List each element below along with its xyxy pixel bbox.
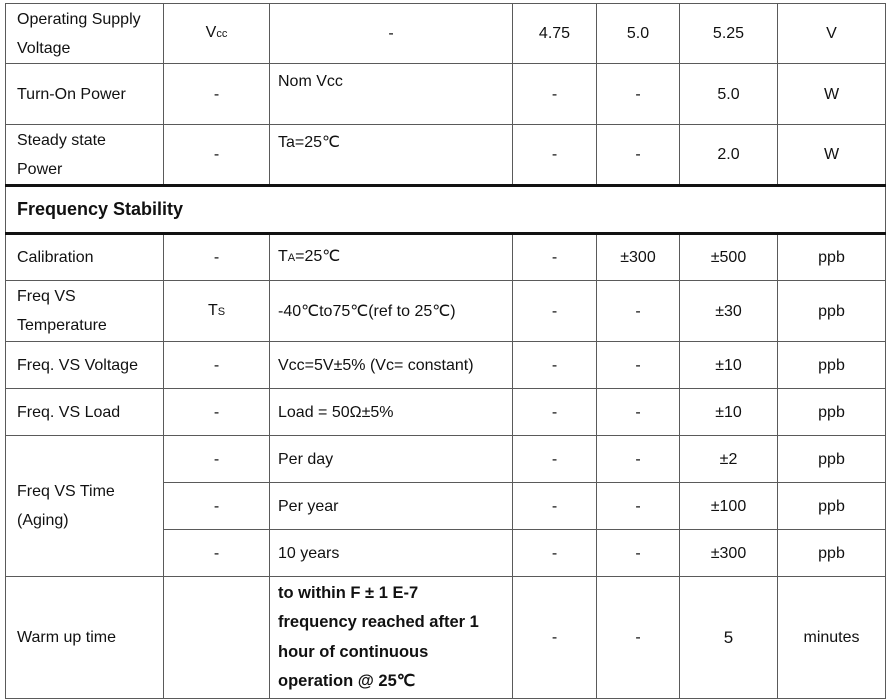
typ-cell: ±300 <box>597 234 680 281</box>
typ-cell: 5.0 <box>597 4 680 64</box>
max-cell: 5.0 <box>680 64 778 125</box>
parameter-cell: Calibration <box>6 234 164 281</box>
typ-cell: - <box>597 389 680 436</box>
max-cell: 5 <box>680 577 778 699</box>
max-cell: ±10 <box>680 389 778 436</box>
condition-cell <box>270 577 513 699</box>
parameter-cell: Freq. VS Load <box>6 389 164 436</box>
symbol-cell: - <box>164 389 270 436</box>
min-cell: - <box>513 234 597 281</box>
parameter-cell: Freq VS Time (Aging) <box>6 436 164 577</box>
condition-cell: Load = 50Ω±5% <box>270 389 513 436</box>
symbol-cell: - <box>164 436 270 483</box>
condition-line: frequency reached after 1 <box>278 613 479 631</box>
min-cell: - <box>513 389 597 436</box>
table-row <box>6 64 886 125</box>
min-cell: 4.75 <box>513 4 597 64</box>
condition-cell: - <box>270 4 513 64</box>
section-title: Frequency Stability <box>6 186 886 234</box>
condition-subscript: A <box>287 252 296 264</box>
condition-line: to within F ± 1 E-7 <box>278 583 419 602</box>
typ-cell: - <box>597 281 680 342</box>
table-row <box>6 125 886 186</box>
condition-line: operation @ 25℃ <box>278 672 416 690</box>
symbol-cell <box>164 281 270 342</box>
typ-cell: - <box>597 64 680 125</box>
min-cell: - <box>513 436 597 483</box>
unit-cell: ppb <box>778 389 886 436</box>
unit-cell: V <box>778 4 886 64</box>
min-cell: - <box>513 577 597 699</box>
unit-cell: ppb <box>778 342 886 389</box>
typ-cell: - <box>597 530 680 577</box>
condition-cell: Ta=25℃ <box>270 125 513 186</box>
max-cell: 5.25 <box>680 4 778 64</box>
min-cell: - <box>513 64 597 125</box>
condition-cell: Nom Vcc <box>270 64 513 125</box>
max-cell: 2.0 <box>680 125 778 186</box>
table-row <box>6 342 886 389</box>
max-cell: ±500 <box>680 234 778 281</box>
min-cell: - <box>513 342 597 389</box>
condition-cell <box>270 234 513 281</box>
unit-cell: ppb <box>778 234 886 281</box>
condition-cell: Per day <box>270 436 513 483</box>
unit-cell: ppb <box>778 436 886 483</box>
typ-cell: - <box>597 483 680 530</box>
condition-rest: =25℃ <box>295 248 341 265</box>
unit-cell: W <box>778 64 886 125</box>
parameter-cell: Operating Supply Voltage <box>6 4 164 64</box>
spec-table <box>5 3 886 699</box>
symbol-cell <box>164 4 270 64</box>
min-cell: - <box>513 281 597 342</box>
condition-main: T <box>278 248 288 265</box>
table-row <box>6 234 886 281</box>
condition-cell: -40℃to75℃(ref to 25℃) <box>270 281 513 342</box>
symbol-cell <box>164 577 270 699</box>
symbol-subscript: cc <box>216 28 228 40</box>
symbol-cell: - <box>164 342 270 389</box>
min-cell: - <box>513 530 597 577</box>
max-cell: ±100 <box>680 483 778 530</box>
table-row <box>6 281 886 342</box>
symbol-subscript: S <box>217 305 226 318</box>
max-cell: ±30 <box>680 281 778 342</box>
table-row <box>6 436 886 483</box>
typ-cell: - <box>597 125 680 186</box>
symbol-cell: - <box>164 483 270 530</box>
condition-line: hour of continuous <box>278 642 429 661</box>
symbol-cell: - <box>164 125 270 186</box>
max-cell: ±300 <box>680 530 778 577</box>
parameter-cell: Steady state Power <box>6 125 164 186</box>
min-cell: - <box>513 483 597 530</box>
symbol-cell: - <box>164 530 270 577</box>
symbol-cell: - <box>164 64 270 125</box>
condition-cell: 10 years <box>270 530 513 577</box>
unit-cell: ppb <box>778 281 886 342</box>
parameter-cell: Warm up time <box>6 577 164 699</box>
unit-cell: W <box>778 125 886 186</box>
parameter-cell: Freq. VS Voltage <box>6 342 164 389</box>
typ-cell: - <box>597 342 680 389</box>
unit-cell: minutes <box>778 577 886 699</box>
parameter-cell: Turn-On Power <box>6 64 164 125</box>
max-cell: ±10 <box>680 342 778 389</box>
table-row <box>6 4 886 64</box>
symbol-cell: - <box>164 234 270 281</box>
max-cell: ±2 <box>680 436 778 483</box>
condition-cell: Vcc=5V±5% (Vc= constant) <box>270 342 513 389</box>
parameter-cell: Freq VS Temperature <box>6 281 164 342</box>
table-row <box>6 577 886 699</box>
table-row <box>6 389 886 436</box>
typ-cell: - <box>597 577 680 699</box>
unit-cell: ppb <box>778 530 886 577</box>
unit-cell: ppb <box>778 483 886 530</box>
typ-cell: - <box>597 436 680 483</box>
min-cell: - <box>513 125 597 186</box>
symbol-main: V <box>205 24 217 41</box>
symbol-main: T <box>207 301 218 319</box>
condition-cell: Per year <box>270 483 513 530</box>
section-header-row <box>6 186 886 234</box>
